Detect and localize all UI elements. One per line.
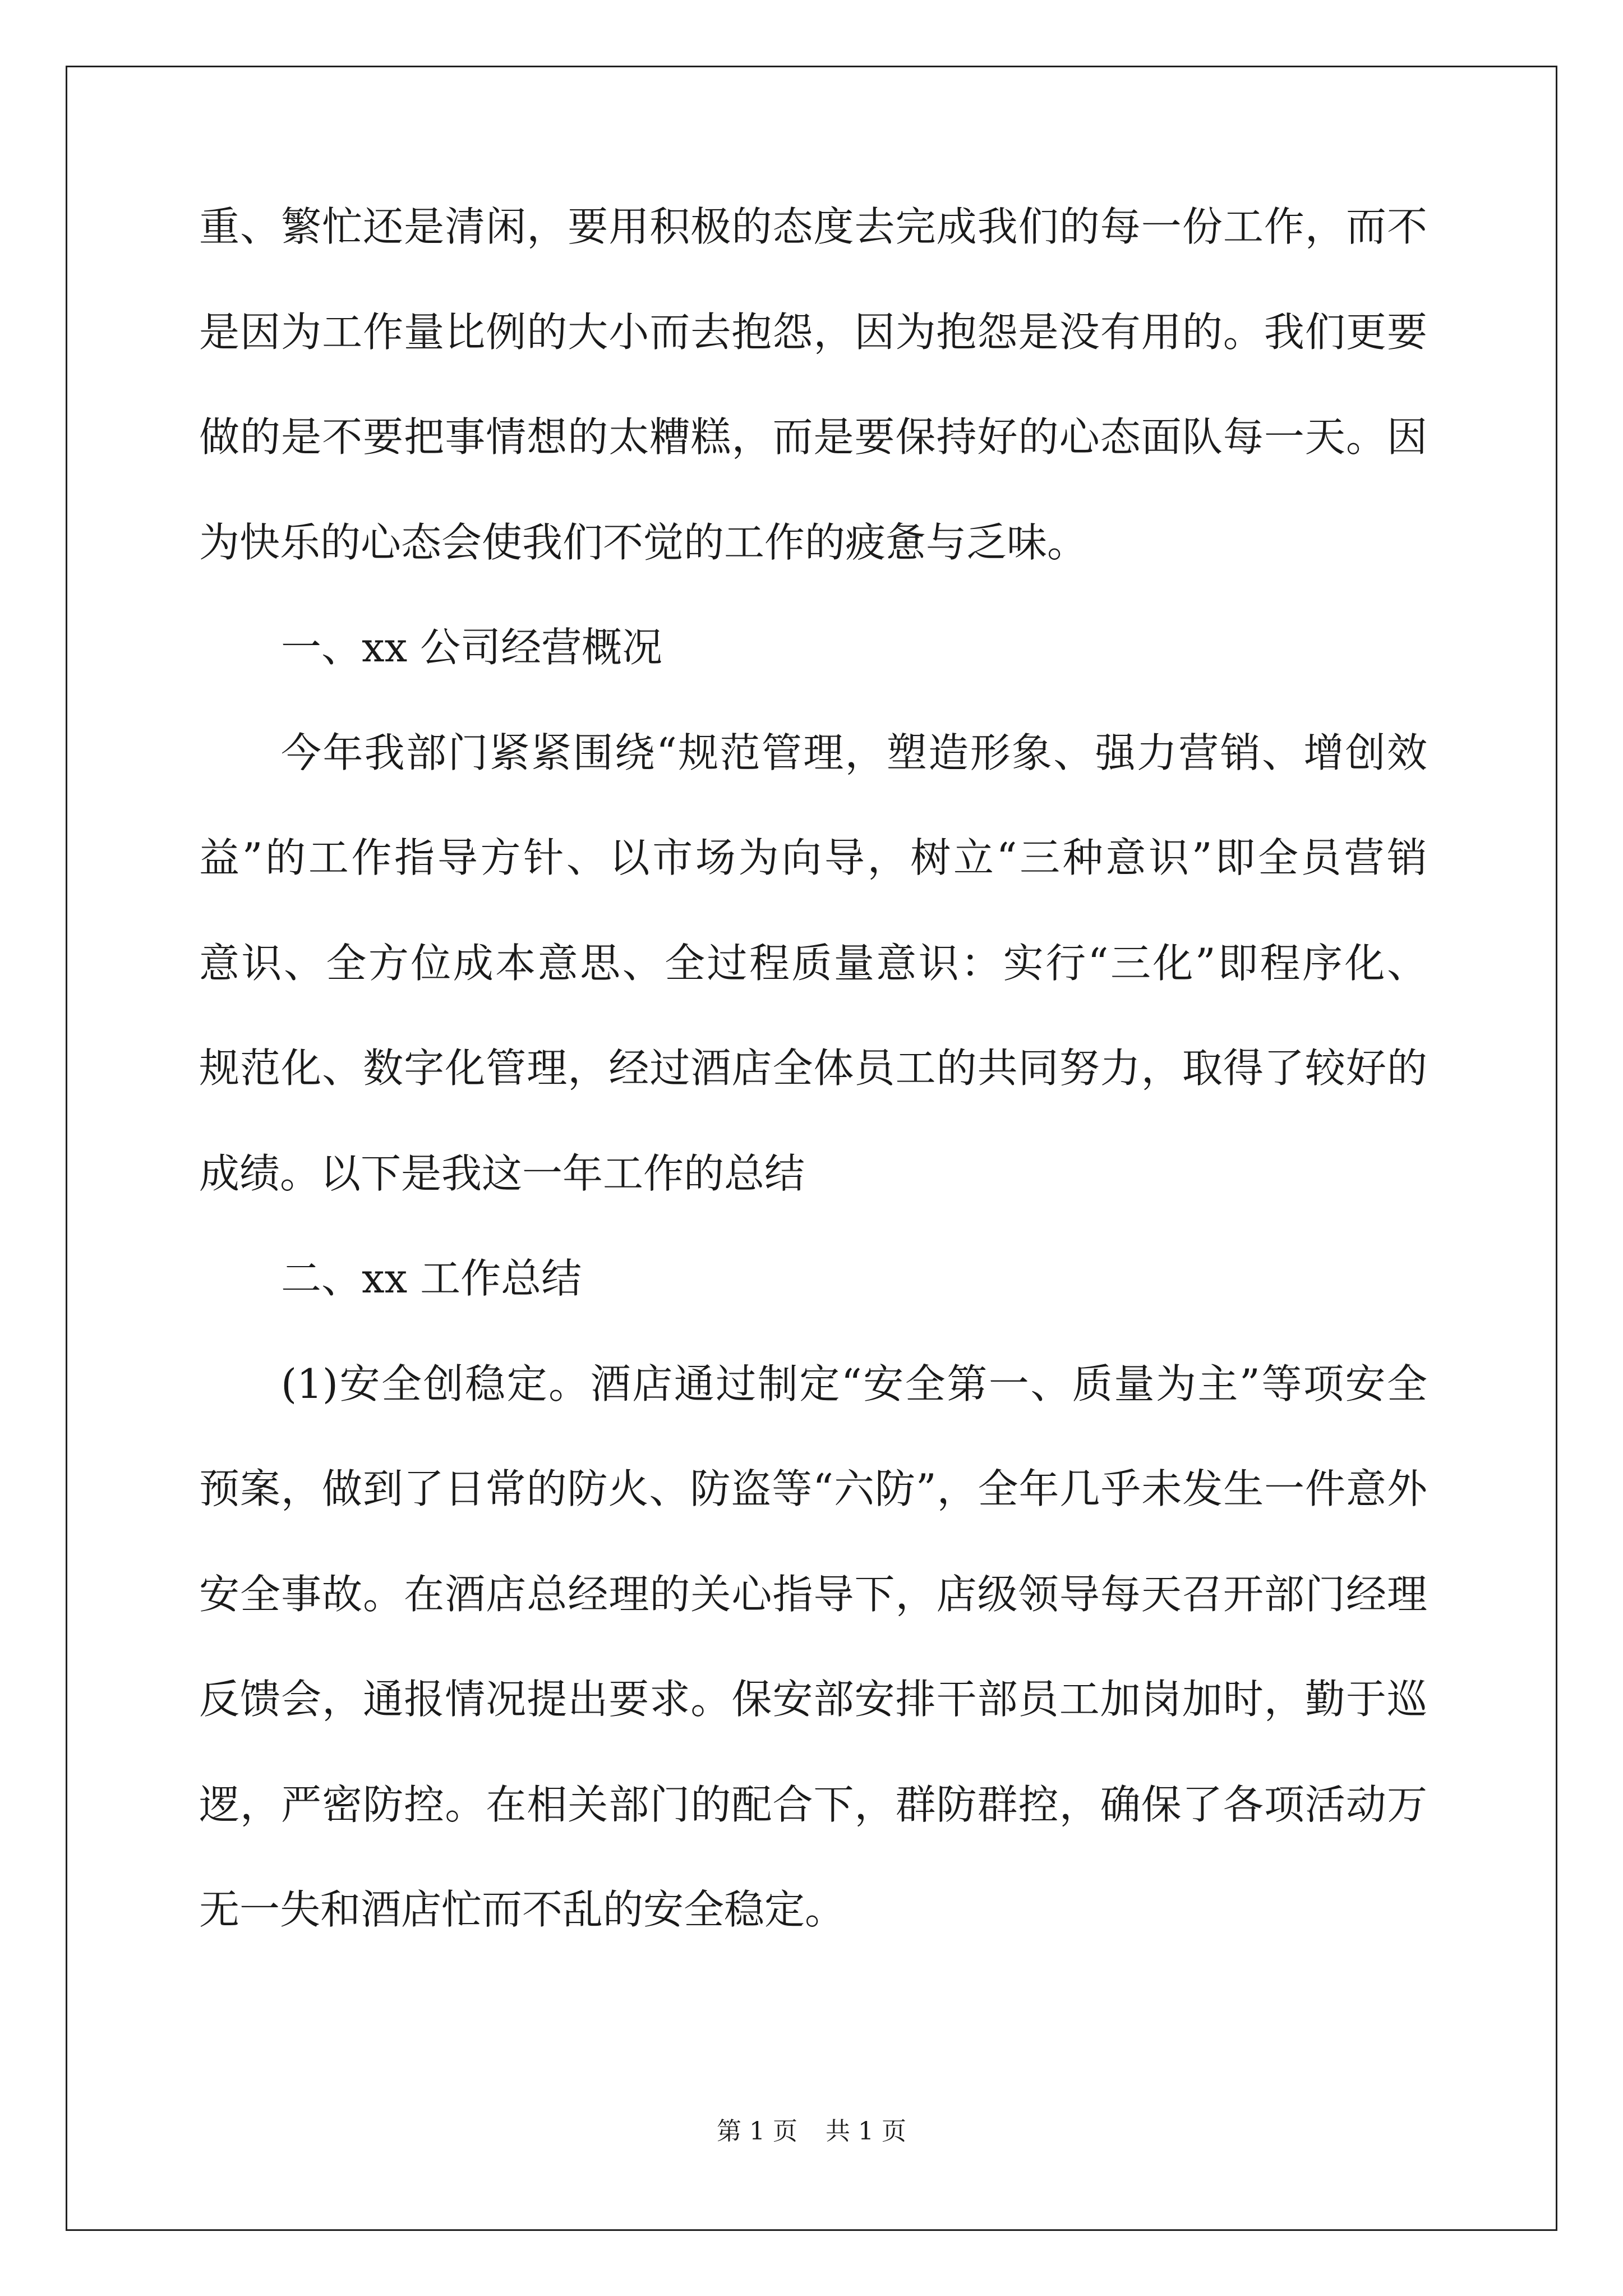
body-line: 是因为工作量比例的大小而去抱怨，因为抱怨是没有用的。我们更要 — [199, 308, 1427, 356]
body-line: 益”的工作指导方针、以市场为向导，树立“三种意识”即全员营销 — [199, 834, 1427, 881]
body-line: 今年我部门紧紧围绕“规范管理，塑造形象、强力营销、增创效 — [281, 729, 1427, 776]
body-line: (1)安全创稳定。酒店通过制定“安全第一、质量为主”等项安全 — [281, 1360, 1427, 1407]
body-line: 规范化、数字化管理，经过酒店全体员工的共同努力，取得了较好的 — [199, 1045, 1427, 1092]
body-line: 逻，严密防控。在相关部门的配合下，群防群控，确保了各项活动万 — [199, 1780, 1427, 1828]
body-line: 无一失和酒店忙而不乱的安全稳定。 — [199, 1886, 846, 1933]
body-line: 预案，做到了日常的防火、防盗等“六防”，全年几乎未发生一件意外 — [199, 1465, 1427, 1512]
document-body — [199, 202, 1427, 1990]
body-line: 为快乐的心态会使我们不觉的工作的疲惫与乏味。 — [199, 518, 1088, 566]
body-line: 重、繁忙还是清闲，要用积极的态度去完成我们的每一份工作，而不 — [199, 203, 1427, 250]
body-line: 安全事故。在酒店总经理的关心指导下，店级领导每天召开部门经理 — [199, 1570, 1427, 1618]
page-footer — [0, 2115, 1623, 2148]
page-total: 共 1 页 — [826, 2117, 906, 2146]
body-line: 意识、全方位成本意思、全过程质量意识：实行“三化”即程序化、 — [199, 939, 1427, 987]
body-line: 做的是不要把事情想的太糟糕，而是要保持好的心态面队每一天。因 — [199, 413, 1427, 461]
section-heading: 一、xx 公司经营概况 — [281, 624, 663, 671]
section-heading: 二、xx 工作总结 — [281, 1255, 582, 1302]
page-number: 第 1 页 — [717, 2117, 797, 2146]
body-line: 成绩。以下是我这一年工作的总结 — [199, 1149, 805, 1197]
body-line: 反馈会，通报情况提出要求。保安部安排干部员工加岗加时，勤于巡 — [199, 1676, 1427, 1723]
